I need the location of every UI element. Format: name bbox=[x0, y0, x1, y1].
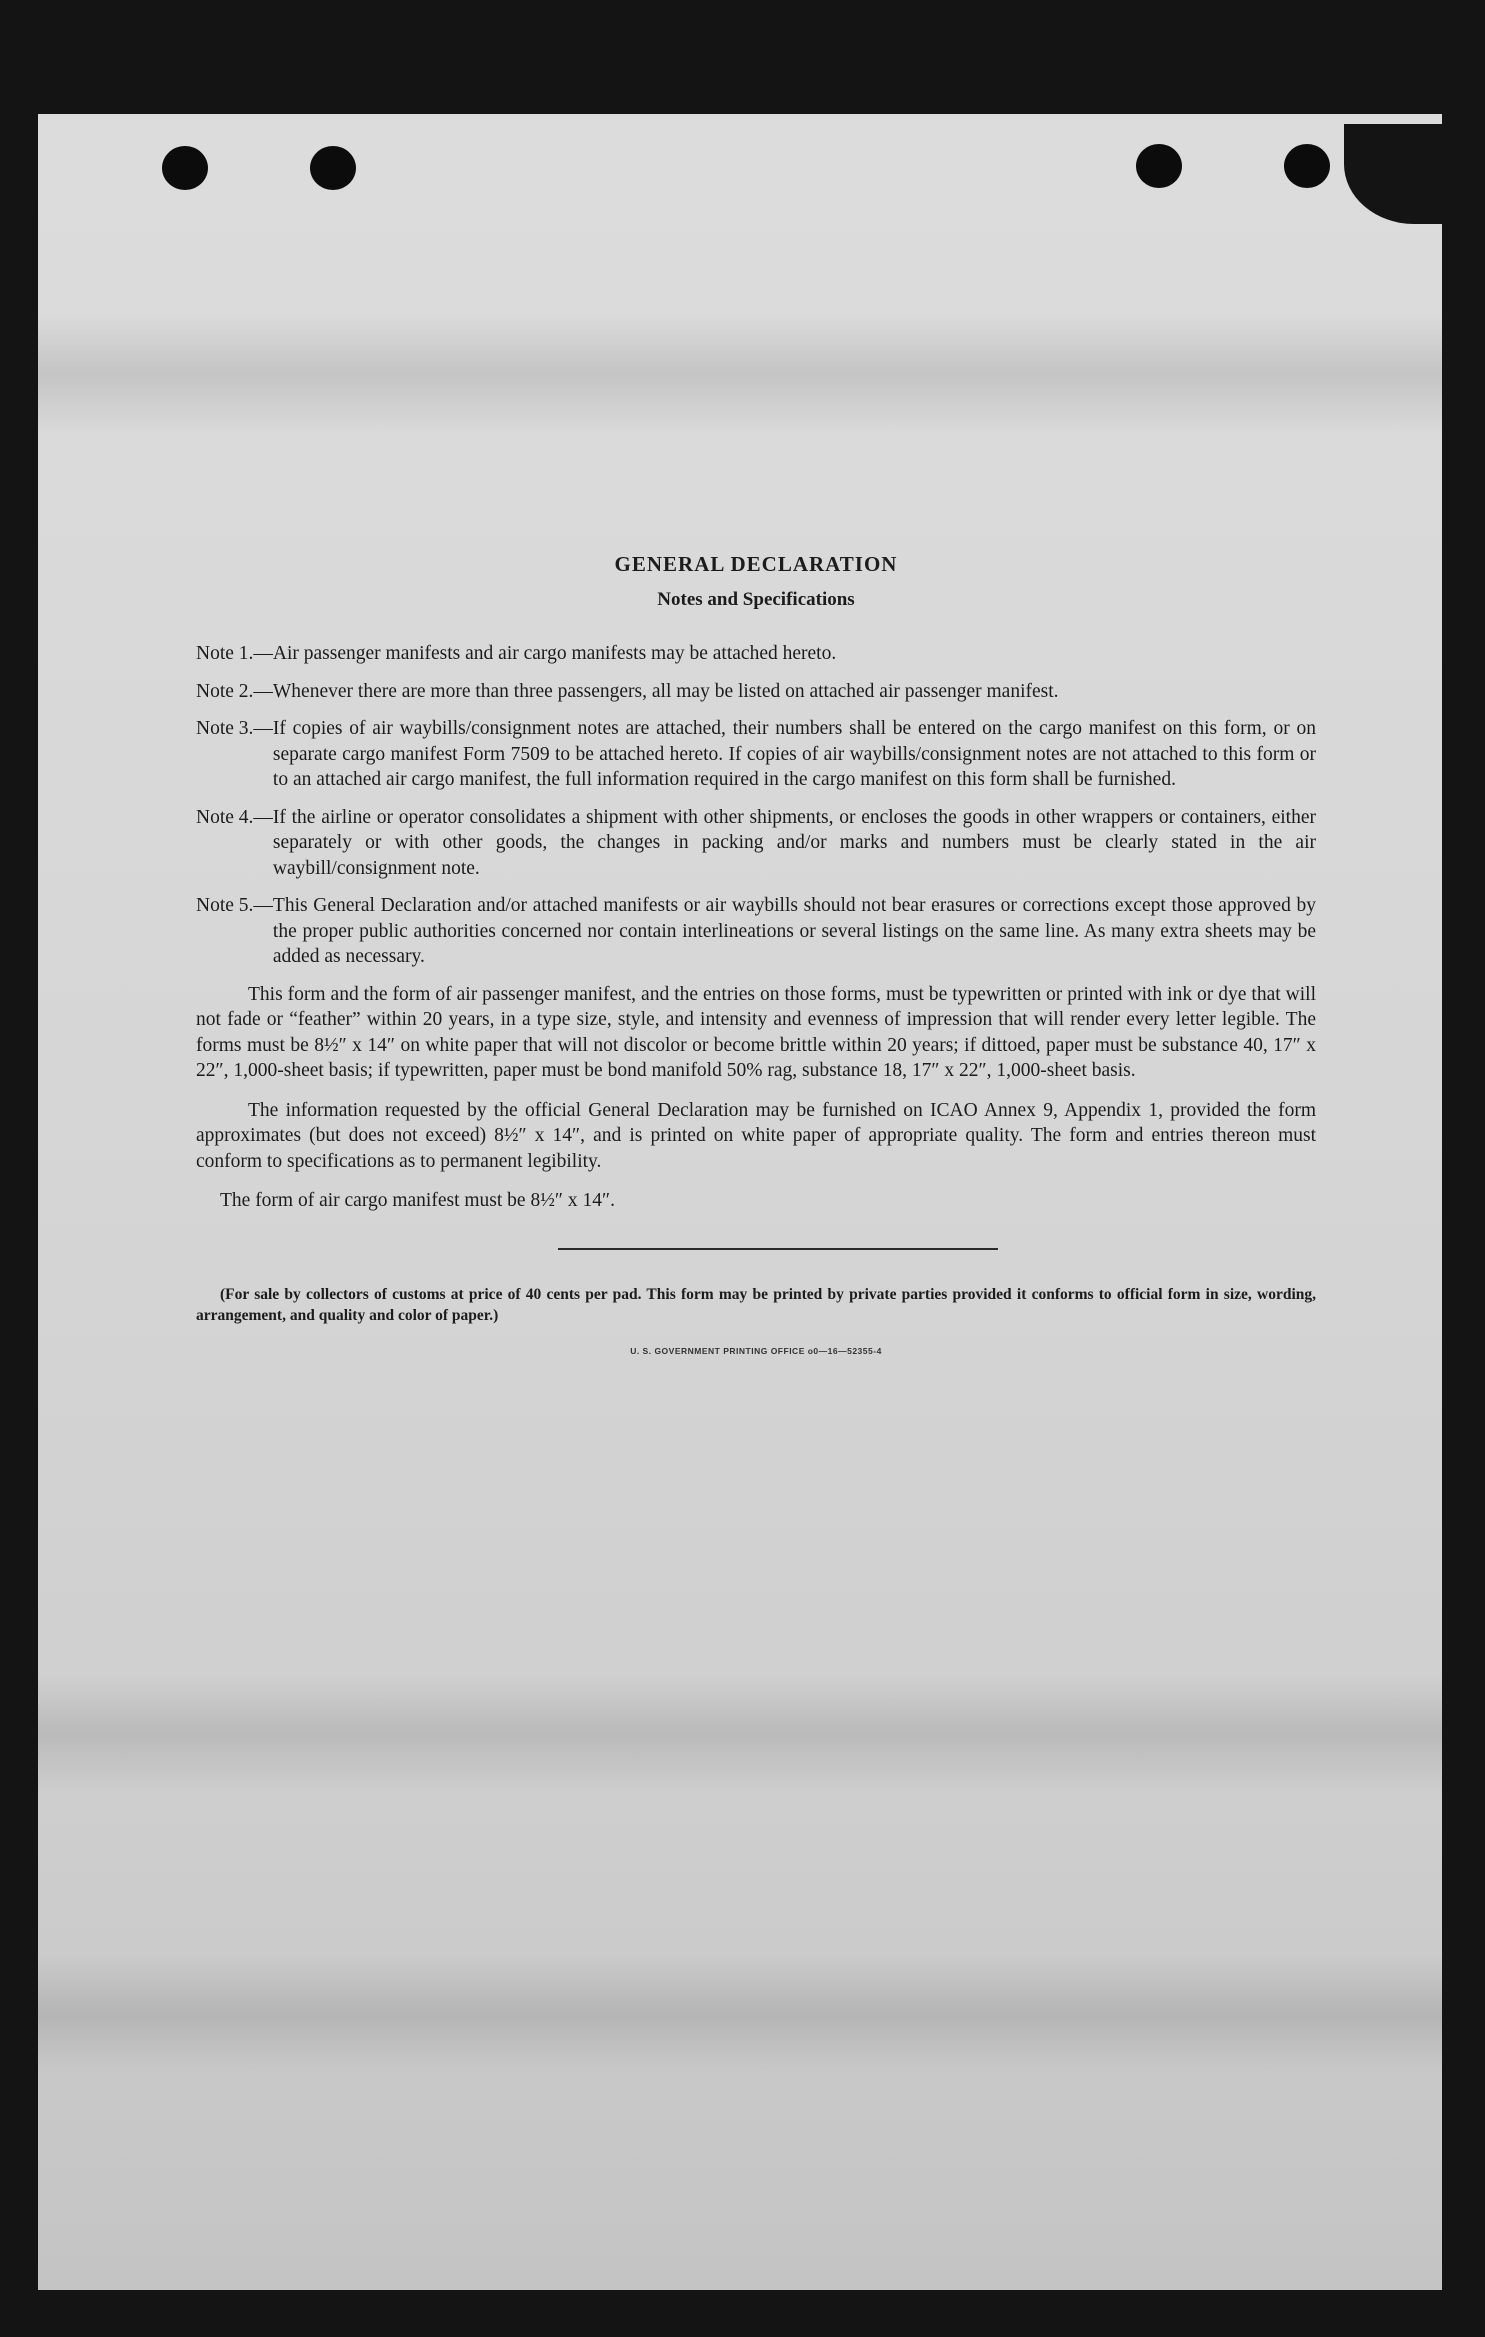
note-text: Air passenger manifests and air cargo manifests may be attached hereto. bbox=[272, 643, 837, 664]
note-1 bbox=[196, 641, 1316, 667]
note-label: Note 2.— bbox=[196, 680, 273, 702]
punch-hole-left-1 bbox=[162, 146, 208, 190]
paragraph-icao-annex: The information requested by the official General Declaration may be furnished on ICAO Annex 9, Appendix 1, provided the form approximates (but does not exceed) 8½″ x 14″, and is printed on white paper of appropriate quality. The form and entries thereon must conform to specifications as to permanent legibility. bbox=[196, 1099, 1316, 1172]
document-page bbox=[38, 114, 1442, 2290]
divider-rule bbox=[558, 1248, 998, 1250]
note-3 bbox=[196, 716, 1316, 793]
note-text: This General Declaration and/or attached manifests or air waybills should not bear erasures or corrections except those approved by the proper public authorities concerned nor contain interlineations or several listings on the same line. As many extra sheets may be added as necessary. bbox=[272, 895, 1316, 967]
note-5 bbox=[196, 893, 1316, 970]
show-through-band bbox=[38, 1674, 1442, 1794]
paragraph-form-requirements: This form and the form of air passenger manifest, and the entries on those forms, must be typewritten or printed with ink or dye that will not fade or “feather” within 20 years, in a type size, style, and intensity and evenness of impression that will render every letter legible. The forms must be 8½″ x 14″ on white paper that will not discolor or become brittle within 20 years; if dittoed, paper must be substance 40, 17″ x 22″, 1,000-sheet basis; if typewritten, paper must be bond manifold 50% rag, substance 18, 17″ x 22″, 1,000-sheet basis. bbox=[196, 983, 1316, 1081]
note-2 bbox=[196, 679, 1316, 705]
note-label: Note 4.— bbox=[196, 806, 273, 828]
show-through-band bbox=[38, 1954, 1442, 2074]
note-4 bbox=[196, 805, 1316, 882]
notes-and-specifications bbox=[196, 552, 1316, 1356]
note-label: Note 5.— bbox=[196, 895, 273, 916]
sale-notice: (For sale by collectors of customs at price of 40 cents per pad. This form may be printed by private parties provided it conforms to official form in size, wording, arrangement, and quality and color of paper.) bbox=[196, 1285, 1316, 1324]
document-title: GENERAL DECLARATION bbox=[614, 552, 898, 576]
note-text: If copies of air waybills/consignment notes are attached, their numbers shall be entered on the cargo manifest on this form, or on separate cargo manifest Form 7509 to be attached hereto. If copies of air waybills/consignment notes are not attached to this form or to an attached air cargo manifest, the full information required in the cargo manifest on this form shall be furnished. bbox=[272, 718, 1316, 790]
paragraph-cargo-manifest-size: The form of air cargo manifest must be 8½″ x 14″. bbox=[220, 1190, 615, 1211]
punch-hole-right-2 bbox=[1284, 144, 1330, 188]
punch-hole-right-1 bbox=[1136, 144, 1182, 188]
printer-imprint: U. S. GOVERNMENT PRINTING OFFICE o0—16—52355-4 bbox=[630, 1345, 882, 1356]
note-text: Whenever there are more than three passengers, all may be listed on attached air passenger manifest. bbox=[272, 680, 1059, 702]
note-label: Note 1.— bbox=[196, 643, 273, 664]
document-subtitle: Notes and Specifications bbox=[657, 589, 855, 610]
note-label: Note 3.— bbox=[196, 718, 273, 739]
torn-corner bbox=[1344, 124, 1442, 224]
note-text: If the airline or operator consolidates a shipment with other shipments, or encloses the goods in other wrappers or containers, either separately or with other goods, the changes in packing and/or marks and numbers must be clearly stated in the air waybill/consignment note. bbox=[272, 806, 1316, 879]
show-through-band bbox=[38, 314, 1442, 434]
punch-hole-left-2 bbox=[310, 146, 356, 190]
